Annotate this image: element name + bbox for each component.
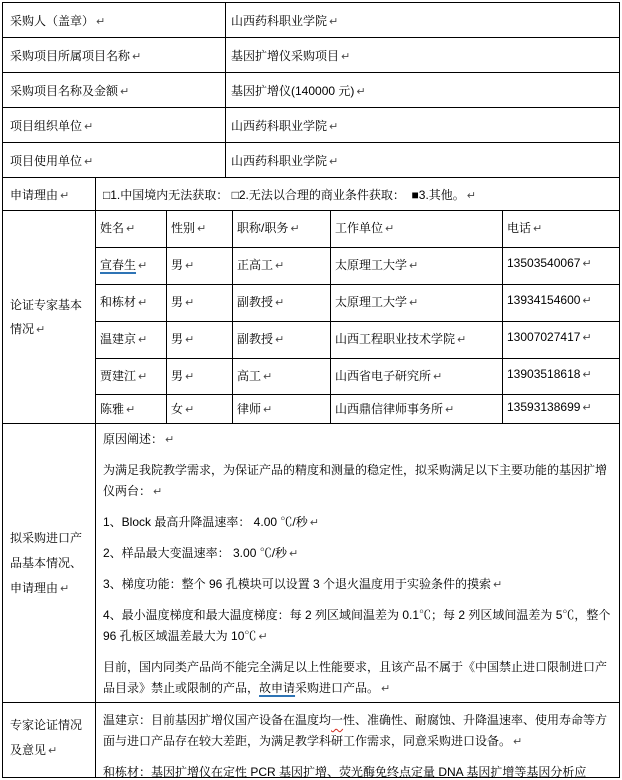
paragraph-mark: ↵ (582, 257, 592, 270)
expert-opinion-paragraph (103, 762, 611, 778)
paragraph-mark: ↵ (126, 222, 136, 235)
import-product-paragraph-text: 原因阐述： (103, 432, 164, 446)
expert-opinion-paragraph (103, 710, 611, 752)
paragraph-mark: ↵ (84, 120, 94, 133)
expert-name-cell (96, 322, 167, 358)
expert-employer-cell-text: 山西工程职业技术学院 (335, 332, 456, 346)
apply-reason-checkbox-line: □1.中国境内无法获取： □2.无法以合理的商业条件获取： ■3.其他。 (103, 188, 465, 202)
purchaser-value-cell (226, 3, 619, 37)
info-row-user-unit (3, 143, 619, 178)
expert-employer-cell-text: 山西鼎信律师事务所 (335, 402, 444, 416)
expert-row (96, 285, 619, 322)
organizer-value: 山西药科职业学院 (231, 119, 328, 133)
import-product-paragraph-text: 1、Block 最高升降温速率： 4.00 ℃/秒 (103, 515, 308, 529)
expert-opinion-row (3, 703, 619, 778)
expert-gender-cell-text: 男 (171, 295, 184, 309)
expert-employer-cell-text: 太原理工大学 (335, 295, 408, 309)
paragraph-mark: ↵ (185, 296, 195, 309)
expert-employer-cell (331, 285, 503, 321)
procurement-form-table (2, 2, 620, 778)
apply-reason-label: 申请理由 (10, 188, 59, 202)
expert-gender-cell (167, 248, 233, 284)
paragraph-mark: ↵ (263, 403, 273, 416)
import-product-value-cell (96, 424, 619, 702)
expert-name-cell-text: 宣春生 (100, 258, 137, 272)
import-product-paragraph-highlighted-text: 故申请 (259, 681, 296, 695)
paragraph-mark: ↵ (36, 322, 46, 336)
paragraph-mark: ↵ (48, 744, 58, 757)
experts-header-col-phone (503, 211, 619, 247)
paragraph-mark: ↵ (513, 735, 523, 748)
paragraph-mark: ↵ (341, 50, 351, 63)
paragraph-mark: ↵ (329, 120, 339, 133)
user-unit-label: 项目使用单位 (10, 154, 83, 168)
info-row-project-amount (3, 73, 619, 108)
expert-gender-cell-text: 男 (171, 332, 184, 346)
import-product-paragraph (103, 543, 611, 564)
experts-header-row (96, 211, 619, 248)
experts-section-label: 论证专家基本情况 ↵ (10, 297, 83, 336)
experts-header-col-name (96, 211, 167, 247)
expert-employer-cell-text: 太原理工大学 (335, 258, 408, 272)
apply-reason-row (3, 178, 619, 211)
paragraph-mark: ↵ (185, 403, 195, 416)
paragraph-mark: ↵ (138, 259, 148, 272)
import-product-paragraph (103, 605, 614, 647)
paragraph-mark: ↵ (138, 333, 148, 346)
paragraph-mark: ↵ (582, 401, 592, 414)
import-product-paragraph (103, 429, 611, 450)
apply-reason-label-cell (3, 178, 96, 210)
expert-row (96, 322, 619, 359)
paragraph-mark: ↵ (381, 682, 391, 695)
experts-header-col-employer (331, 211, 503, 247)
paragraph-mark: ↵ (466, 189, 476, 202)
expert-title-cell-text: 副教授 (237, 295, 274, 309)
expert-gender-cell (167, 285, 233, 321)
import-product-paragraph (103, 512, 611, 533)
expert-opinion-paragraph-text: 温建京：目前基因扩增仪国产设备在温度均 (103, 713, 332, 727)
parent-project-value-cell (226, 38, 619, 72)
paragraph-mark: ↵ (126, 403, 136, 416)
paragraph-mark: ↵ (290, 222, 300, 235)
expert-employer-cell (331, 359, 503, 394)
expert-name-cell (96, 359, 167, 394)
import-product-row (3, 424, 619, 703)
expert-gender-cell-text: 男 (171, 369, 184, 383)
import-product-paragraph-text: 2、样品最大变温速率： 3.00 ℃/秒 (103, 546, 288, 560)
expert-gender-cell-text: 女 (171, 402, 184, 416)
expert-phone-cell-text: 13934154600 (507, 293, 581, 307)
expert-gender-cell (167, 322, 233, 358)
paragraph-mark: ↵ (329, 15, 339, 28)
info-row-parent-project (3, 38, 619, 73)
paragraph-mark: ↵ (493, 578, 503, 591)
paragraph-mark: ↵ (309, 516, 319, 529)
info-row-purchaser (3, 3, 619, 38)
info-row-organizer (3, 108, 619, 143)
expert-opinion-paragraph-text: 和栋材：基因扩增仪在定性 PCR 基因扩增、荧光酶免终点定量 DNA 基因扩增等基因分析应 (103, 765, 587, 778)
import-product-paragraph (103, 574, 611, 595)
paragraph-mark: ↵ (60, 581, 70, 595)
experts-header-col-phone-text: 电话 (507, 221, 532, 235)
paragraph-mark: ↵ (165, 433, 175, 446)
experts-header-col-gender (167, 211, 233, 247)
expert-title-cell-text: 副教授 (237, 332, 274, 346)
expert-phone-cell (503, 285, 619, 321)
experts-section-row (3, 211, 619, 424)
project-amount-label: 采购项目名称及金额 (10, 84, 119, 98)
expert-phone-cell-text: 13903518618 (507, 367, 581, 381)
expert-title-cell (233, 359, 331, 394)
experts-table (96, 211, 619, 423)
import-product-label-cell (3, 424, 96, 702)
paragraph-mark: ↵ (60, 189, 70, 202)
paragraph-mark: ↵ (275, 333, 285, 346)
paragraph-mark: ↵ (445, 403, 455, 416)
expert-title-cell (233, 322, 331, 358)
paragraph-mark: ↵ (132, 50, 142, 63)
import-product-paragraph-text: 3、梯度功能：整个 96 孔模块可以设置 3 个退火温度用于实验条件的摸索 (103, 577, 492, 591)
project-amount-value-cell (226, 73, 619, 107)
expert-employer-cell (331, 322, 503, 358)
paragraph-mark: ↵ (275, 259, 285, 272)
paragraph-mark: ↵ (185, 259, 195, 272)
expert-name-cell-text: 和栋材 (100, 295, 137, 309)
paragraph-mark: ↵ (533, 222, 543, 235)
paragraph-mark: ↵ (433, 370, 443, 383)
paragraph-mark: ↵ (275, 296, 285, 309)
import-product-paragraph-text: 目前，国内同类产品尚不能完全满足以上性能要求，且该产品不属于《中国禁止进口限制进口产品目录》禁止或限制的产品， (103, 660, 608, 695)
expert-opinion-value-cell (96, 703, 619, 778)
organizer-label-cell (3, 108, 226, 142)
paragraph-mark: ↵ (356, 85, 366, 98)
paragraph-mark: ↵ (197, 222, 207, 235)
paragraph-mark: ↵ (185, 333, 195, 346)
expert-title-cell-text: 律师 (237, 402, 262, 416)
paragraph-mark: ↵ (329, 155, 339, 168)
expert-row (96, 248, 619, 285)
expert-opinion-label-cell (3, 703, 96, 778)
import-product-paragraph-text: 4、最小温度梯度和最大温度梯度：每 2 列区域间温差为 0.1℃；每 2 列区域间温差为 5℃，整个 96 孔板区域温差最大为 10℃ (103, 608, 614, 643)
expert-employer-cell-text: 山西省电子研究所 (335, 369, 432, 383)
expert-name-cell-text: 贾建江 (100, 369, 137, 383)
experts-header-col-title (233, 211, 331, 247)
experts-header-col-employer-text: 工作单位 (335, 221, 384, 235)
paragraph-mark: ↵ (96, 15, 106, 28)
user-unit-value-cell (226, 143, 619, 177)
expert-phone-cell-text: 13503540067 (507, 256, 581, 270)
expert-phone-cell (503, 395, 619, 423)
purchaser-label-cell (3, 3, 226, 37)
expert-row (96, 395, 619, 423)
expert-opinion-paragraph-highlighted-text: 一 (331, 713, 344, 727)
expert-name-cell-text: 陈雅 (100, 402, 125, 416)
expert-opinion-label: 专家论证情况及意见 ↵ (10, 718, 83, 757)
import-product-paragraph-text: 为满足我院教学需求，为保证产品的精度和测量的稳定性，拟采购满足以下主要功能的基因扩增仪两台： (103, 463, 608, 498)
paragraph-mark: ↵ (385, 222, 395, 235)
paragraph-mark: ↵ (185, 370, 195, 383)
experts-header-col-name-text: 姓名 (100, 221, 125, 235)
expert-gender-cell (167, 395, 233, 423)
user-unit-label-cell (3, 143, 226, 177)
paragraph-mark: ↵ (258, 630, 268, 643)
expert-gender-cell-text: 男 (171, 258, 184, 272)
paragraph-mark: ↵ (289, 547, 299, 560)
expert-name-cell (96, 395, 167, 423)
expert-title-cell-text: 正高工 (237, 258, 274, 272)
expert-gender-cell (167, 359, 233, 394)
experts-section-label-cell (3, 211, 96, 423)
paragraph-mark: ↵ (582, 368, 592, 381)
expert-name-cell-text: 温建京 (100, 332, 137, 346)
expert-title-cell (233, 395, 331, 423)
organizer-label: 项目组织单位 (10, 119, 83, 133)
expert-employer-cell (331, 248, 503, 284)
expert-phone-cell-text: 13007027417 (507, 330, 581, 344)
import-product-label: 拟采购进口产品基本情况、申请理由 ↵ (10, 530, 83, 595)
paragraph-mark: ↵ (138, 370, 148, 383)
import-product-paragraph (103, 460, 611, 502)
paragraph-mark: ↵ (457, 333, 467, 346)
experts-header-col-title-text: 职称/职务 (237, 221, 289, 235)
expert-title-cell-text: 高工 (237, 369, 262, 383)
parent-project-label-cell (3, 38, 226, 72)
expert-name-cell (96, 285, 167, 321)
expert-phone-cell (503, 322, 619, 358)
import-product-paragraph (103, 657, 611, 699)
expert-row (96, 359, 619, 395)
project-amount-label-cell (3, 73, 226, 107)
user-unit-value: 山西药科职业学院 (231, 154, 328, 168)
paragraph-mark: ↵ (409, 259, 419, 272)
paragraph-mark: ↵ (84, 155, 94, 168)
experts-header-col-gender-text: 性别 (171, 221, 196, 235)
paragraph-mark: ↵ (120, 85, 130, 98)
expert-opinion-paragraph-text: 性、准确性、耐腐蚀、升降温速率、使用寿命等方面与进口产品存在较大差距，为满足教学科研工作需求，同意采购进口设备。 (103, 713, 608, 748)
paragraph-mark: ↵ (409, 296, 419, 309)
paragraph-mark: ↵ (582, 294, 592, 307)
purchaser-value: 山西药科职业学院 (231, 14, 328, 28)
expert-employer-cell (331, 395, 503, 423)
expert-phone-cell (503, 359, 619, 394)
paragraph-mark: ↵ (582, 331, 592, 344)
expert-phone-cell (503, 248, 619, 284)
purchaser-label: 采购人（盖章） (10, 14, 95, 28)
expert-title-cell (233, 285, 331, 321)
import-product-paragraph-text: 采购进口产品。 (295, 681, 380, 695)
parent-project-value: 基因扩增仪采购项目 (231, 49, 340, 63)
paragraph-mark: ↵ (138, 296, 148, 309)
expert-name-cell (96, 248, 167, 284)
organizer-value-cell (226, 108, 619, 142)
paragraph-mark: ↵ (153, 485, 163, 498)
expert-title-cell (233, 248, 331, 284)
apply-reason-value-cell (96, 178, 619, 210)
parent-project-label: 采购项目所属项目名称 (10, 49, 131, 63)
project-amount-value: 基因扩增仪(140000 元) (231, 84, 355, 98)
paragraph-mark: ↵ (263, 370, 273, 383)
expert-phone-cell-text: 13593138699 (507, 400, 581, 414)
